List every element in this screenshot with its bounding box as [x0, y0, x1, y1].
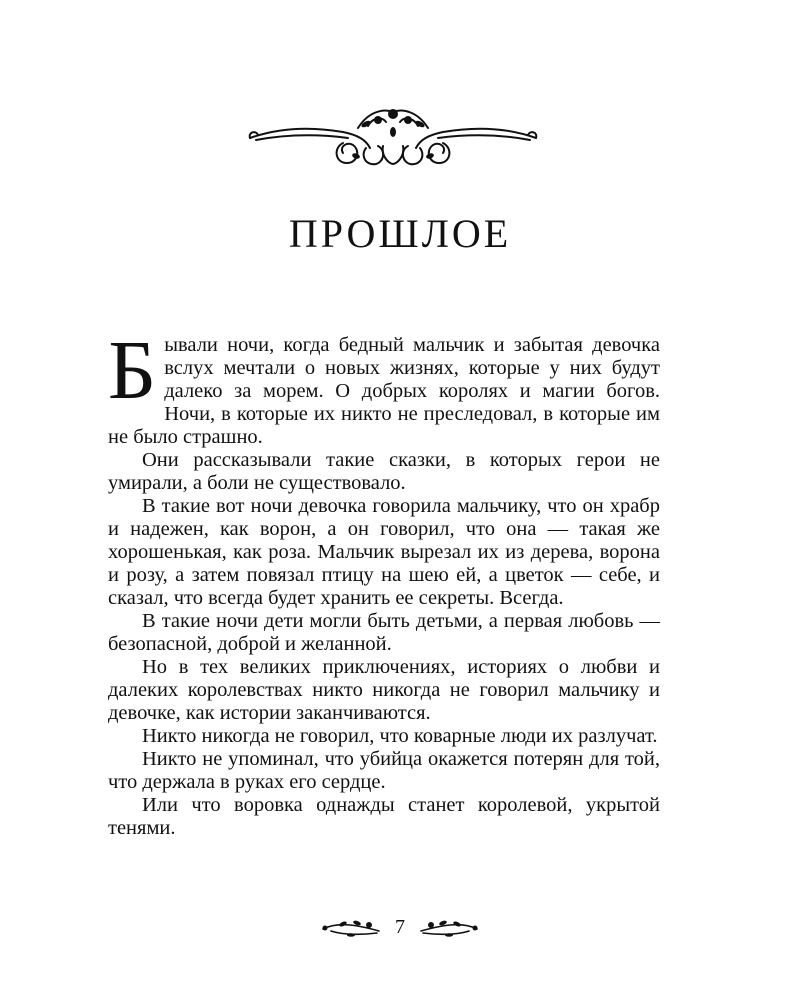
- page-number: 7: [395, 915, 405, 938]
- leaf-flourish-ornament-left: [321, 915, 381, 939]
- chapter-title: ПРОШЛОЕ: [288, 211, 512, 256]
- paragraph: [108, 324, 660, 449]
- paragraph: Никто не упоминал, что убийца окажется потерян для той, что держала в руках его сердце.: [108, 748, 660, 793]
- drop-cap: Б: [108, 324, 157, 417]
- page-footer: [0, 912, 800, 942]
- paragraph: Они рассказывали такие сказки, в которых герои не умирали, а боли не существовало.: [108, 449, 660, 494]
- floral-flourish-ornament: [248, 98, 538, 168]
- paragraph: Или что воровка однажды станет королевой, укрытой тенями.: [108, 794, 660, 839]
- paragraph: В такие вот ночи девочка говорила мальчику, что он храбр и надежен, как ворон, а он говорил, что она — такая же хорошенькая, как роза. Мальчик вырезал их из дерева, ворона и розу, а затем повязал птицу на шею ей, а цветок — себе, и сказал, что всегда будет хранить ее секреты. Всегда.: [108, 495, 660, 609]
- leaf-flourish-ornament-right: [419, 915, 479, 939]
- paragraph: В такие ночи дети могли быть детьми, а первая любовь — безопасной, доброй и желанной.: [108, 610, 660, 655]
- paragraph-text: ывали ночи, когда бедный мальчик и забытая девочка вслух мечтали о новых жизнях, которые у них будут далеко за морем. О добрых королях и магии богов. Ночи, в которые их никто не преследовал, в которые им не было страшно.: [108, 334, 660, 448]
- paragraph: Но в тех великих приключениях, историях о любви и далеких королевствах никто никогда не говорил мальчику и девочке, как истории заканчиваются.: [108, 656, 660, 724]
- paragraph: Никто никогда не говорил, что коварные люди их разлучат.: [142, 725, 658, 747]
- chapter-body: [108, 324, 660, 840]
